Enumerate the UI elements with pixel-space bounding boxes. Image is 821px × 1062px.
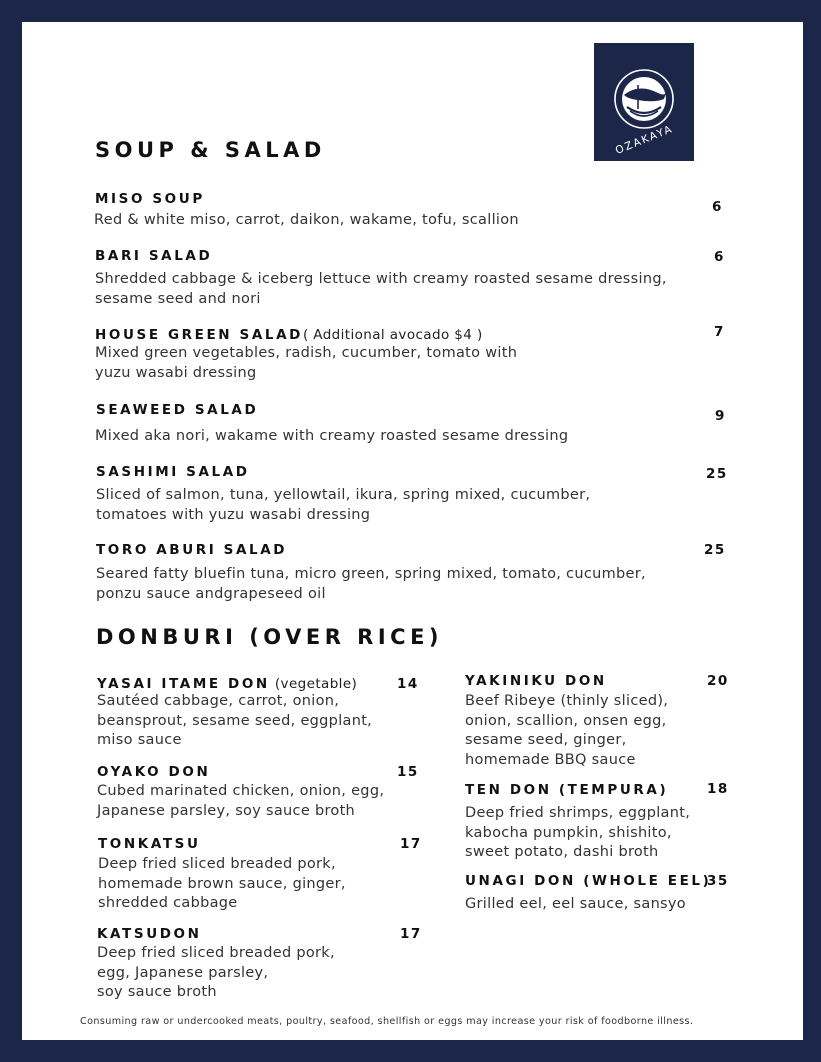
item-desc-yakiniku-don: Beef Ribeye (thinly sliced), onion, scallion, onsen egg, sesame seed, ginger, homemade BBQ sauce (465, 693, 669, 768)
item-price-house-green-salad: 7 (714, 324, 725, 340)
item-name-tonkatsu: TONKATSU (98, 836, 201, 852)
item-name-miso-soup: MISO SOUP (95, 191, 205, 207)
item-desc-yasai-itame-don: Sautéed cabbage, carrot, onion, beansprout, sesame seed, eggplant, miso sauce (97, 693, 373, 748)
item-desc-miso-soup: Red & white miso, carrot, daikon, wakame, tofu, scallion (94, 212, 519, 228)
item-name-yakiniku-don: YAKINIKU DON (465, 673, 607, 689)
item-note-yasai-itame-don: (vegetable) (274, 676, 358, 692)
item-desc-toro-aburi-salad: Seared fatty bluefin tuna, micro green, spring mixed, tomato, cucumber, ponzu sauce andgrapeseed oil (96, 566, 646, 602)
item-desc-bari-salad: Shredded cabbage & iceberg lettuce with creamy roasted sesame dressing, sesame seed and nori (95, 271, 667, 307)
item-desc-sashimi-salad: Sliced of salmon, tuna, yellowtail, ikura, spring mixed, cucumber, tomatoes with yuzu wasabi dressing (96, 487, 591, 523)
item-desc-tonkatsu: Deep fried sliced breaded pork, homemade brown sauce, ginger, shredded cabbage (98, 856, 346, 911)
item-name-unagi-don: UNAGI DON (WHOLE EEL) (465, 873, 712, 889)
item-price-sashimi-salad: 25 (706, 466, 728, 482)
ozakaya-logo (594, 43, 694, 161)
item-name-house-green-salad: HOUSE GREEN SALAD (95, 327, 303, 343)
item-price-tonkatsu: 17 (400, 836, 422, 852)
item-name-bari-salad: BARI SALAD (95, 248, 213, 264)
item-price-bari-salad: 6 (714, 249, 725, 265)
fish-logo-icon (594, 43, 694, 161)
item-header-yasai-itame-don (97, 673, 357, 692)
item-name-sashimi-salad: SASHIMI SALAD (96, 464, 250, 480)
item-price-unagi-don: 35 (707, 873, 729, 889)
item-name-ten-don: TEN DON (TEMPURA) (465, 782, 669, 798)
item-desc-katsudon: Deep fried sliced breaded pork, egg, Japanese parsley, soy sauce broth (97, 945, 335, 1000)
item-price-yasai-itame-don: 14 (397, 676, 419, 692)
item-price-yakiniku-don: 20 (707, 673, 729, 689)
item-price-oyako-don: 15 (397, 764, 419, 780)
item-desc-house-green-salad: Mixed green vegetables, radish, cucumber, tomato with yuzu wasabi dressing (95, 345, 518, 381)
item-desc-seaweed-salad: Mixed aka nori, wakame with creamy roasted sesame dressing (95, 428, 569, 444)
item-desc-ten-don: Deep fried shrimps, eggplant, kabocha pumpkin, shishito, sweet potato, dashi broth (465, 805, 691, 860)
section-title-donburi: DONBURI (OVER RICE) (96, 625, 444, 649)
logo-wordmark: OZAKAYA (613, 122, 675, 157)
item-note-house-green-salad: ( Additional avocado $4 ) (302, 327, 483, 343)
item-price-katsudon: 17 (400, 926, 422, 942)
section-title-soup-salad: SOUP & SALAD (95, 138, 326, 162)
item-desc-oyako-don: Cubed marinated chicken, onion, egg, Japanese parsley, soy sauce broth (97, 783, 385, 819)
footer-disclaimer: Consuming raw or undercooked meats, poultry, seafood, shellfish or eggs may increase your risk of foodborne illness. (80, 1016, 694, 1027)
item-name-seaweed-salad: SEAWEED SALAD (96, 402, 259, 418)
item-name-oyako-don: OYAKO DON (97, 764, 211, 780)
item-price-toro-aburi-salad: 25 (704, 542, 726, 558)
menu-page (22, 22, 803, 1040)
item-name-toro-aburi-salad: TORO ABURI SALAD (96, 542, 288, 558)
item-price-miso-soup: 6 (712, 199, 723, 215)
item-header-house-green-salad (95, 324, 483, 343)
item-name-katsudon: KATSUDON (97, 926, 202, 942)
item-desc-unagi-don: Grilled eel, eel sauce, sansyo (465, 896, 686, 912)
item-name-yasai-itame-don: YASAI ITAME DON (97, 676, 270, 692)
item-price-seaweed-salad: 9 (715, 408, 726, 424)
item-price-ten-don: 18 (707, 781, 729, 797)
